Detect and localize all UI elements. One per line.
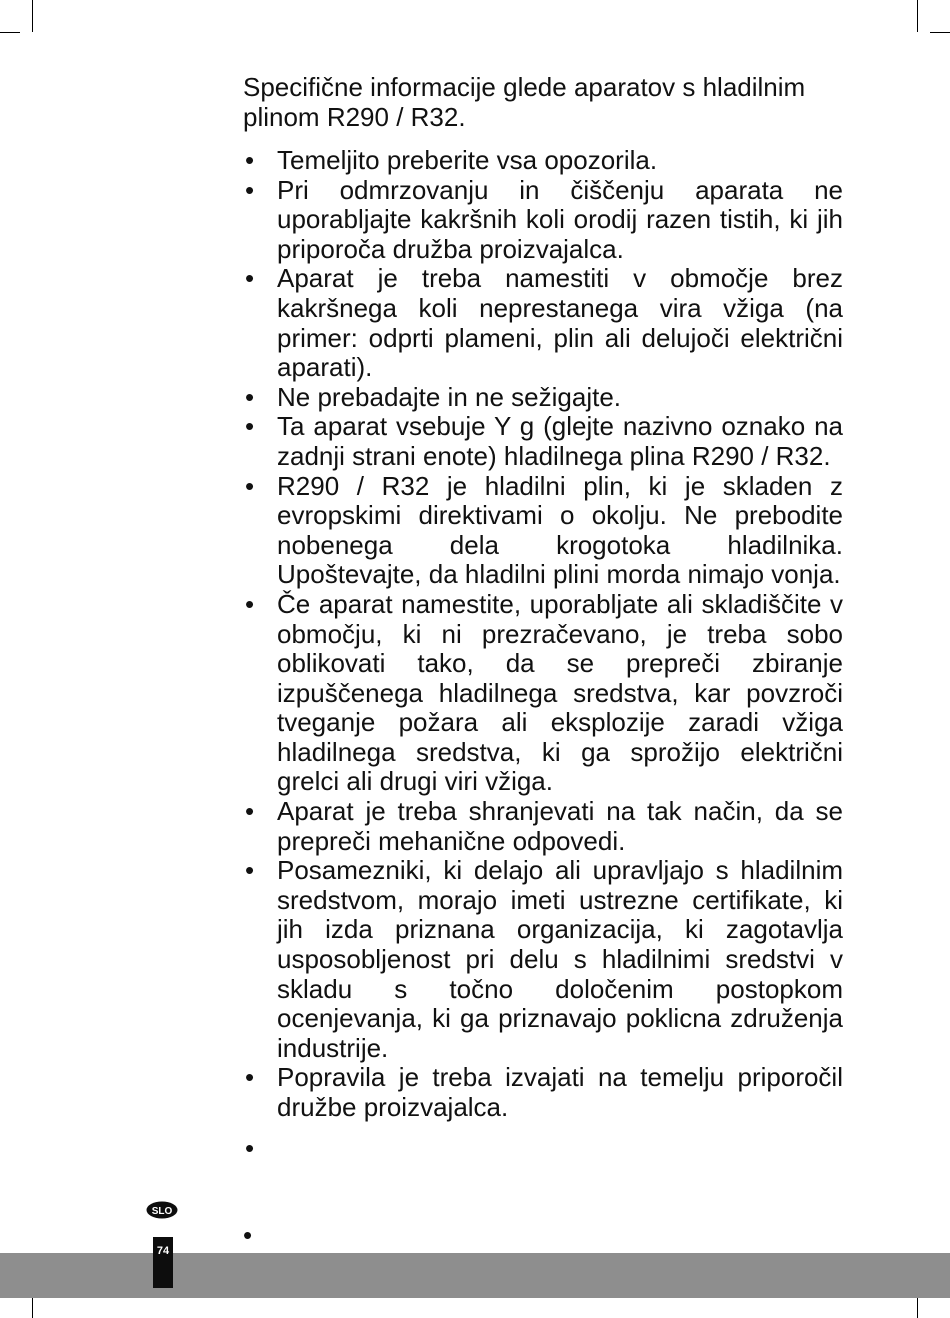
- list-item-text: Pri odmrzovanju in čiščenju aparata ne uporabljajte kakršnih koli orodij razen tistih, ki jih priporoča družba proizvajalca.: [277, 174, 843, 264]
- bullet-marker: •: [245, 588, 255, 619]
- bullet-marker: •: [245, 411, 255, 442]
- list-item-text: R290 / R32 je hladilni plin, ki je skladen z evropskimi direktivami o okolju. Ne prebodite nobenega dela krogotoka hladilnika. Upoštevajte, da hladilni plini morda nimajo vonja.: [277, 470, 843, 590]
- bullet-marker: •: [245, 263, 255, 294]
- list-item-text: Če aparat namestite, uporabljate ali skladiščite v območju, ki ni prezračevano, je treba sobo oblikovati tako, da se prepreči zbiranje izpuščenega hladilnega sredstva, kar povzroči tveganje požara ali eksplozije zaradi vžiga hladilnega sredstva, ki ga sprožijo električni grelci ali drugi viri vžiga.: [277, 588, 843, 797]
- crop-mark-top-left-vertical: [32, 0, 33, 32]
- bullet-marker: •: [245, 145, 255, 175]
- list-item-text: Aparat je treba shranjevati na tak način, da se prepreči mehanične odpovedi.: [277, 796, 843, 856]
- list-item-text: Aparat je treba namestiti v območje brez kakršnega koli neprestanega vira vžiga (na primer: odprti plameni, plin ali delujoči električni aparati).: [277, 263, 843, 383]
- intro-heading: Specifične informacije glede aparatov s hladilnim plinom R290 / R32.: [243, 72, 806, 132]
- language-badge: [146, 1201, 178, 1219]
- language-code: SLO: [151, 1206, 173, 1217]
- crop-mark-top-right-horizontal: [930, 32, 950, 33]
- list-item: [243, 797, 843, 856]
- list-item-text: Popravila je treba izvajati na temelju priporočil družbe proizvajalca.: [277, 1062, 843, 1122]
- list-item: [243, 146, 843, 176]
- list-item: [243, 176, 843, 265]
- crop-mark-top-right-vertical: [917, 0, 918, 32]
- bullet-marker: •: [245, 1132, 255, 1163]
- main-text-column: [243, 72, 843, 1163]
- list-item: [243, 264, 843, 382]
- bullet-marker: •: [245, 796, 255, 827]
- list-item-text: Posamezniki, ki delajo ali upravljajo s hladilnim sredstvom, morajo imeti ustrezne certifikate, ki jih izda priznana organizacija, ki zagotavlja usposobljenost pri delu s hladilnimi sredstvi v skladu s točno določenim postopkom ocenjevanja, ki ga priznavajo poklicna združenja industrije.: [277, 855, 843, 1063]
- list-item: [243, 856, 843, 1063]
- bullet-marker: •: [245, 174, 255, 205]
- list-item: [243, 383, 843, 413]
- empty-list-item: [243, 1133, 843, 1163]
- crop-mark-top-left-horizontal: [0, 32, 20, 33]
- warning-list: [243, 146, 843, 1163]
- bullet-marker: •: [245, 1062, 255, 1093]
- list-item-text: Ne prebadajte in ne sežigajte.: [277, 381, 622, 412]
- list-item: [243, 472, 843, 590]
- list-item: [243, 590, 843, 797]
- stray-bullet-marker: •: [243, 1220, 253, 1250]
- list-item-text: Ta aparat vsebuje Y g (glejte nazivno oznako na zadnji strani enote) hladilnega plina R290 / R32.: [277, 411, 843, 471]
- list-item: [243, 412, 843, 471]
- page-number: 74: [153, 1237, 173, 1288]
- bullet-marker: •: [245, 381, 255, 412]
- list-item-text: Temeljito preberite vsa opozorila.: [277, 145, 658, 175]
- bullet-marker: •: [245, 470, 255, 501]
- list-item: [243, 1063, 843, 1122]
- footer-bar: [0, 1253, 950, 1298]
- bullet-marker: •: [245, 855, 255, 886]
